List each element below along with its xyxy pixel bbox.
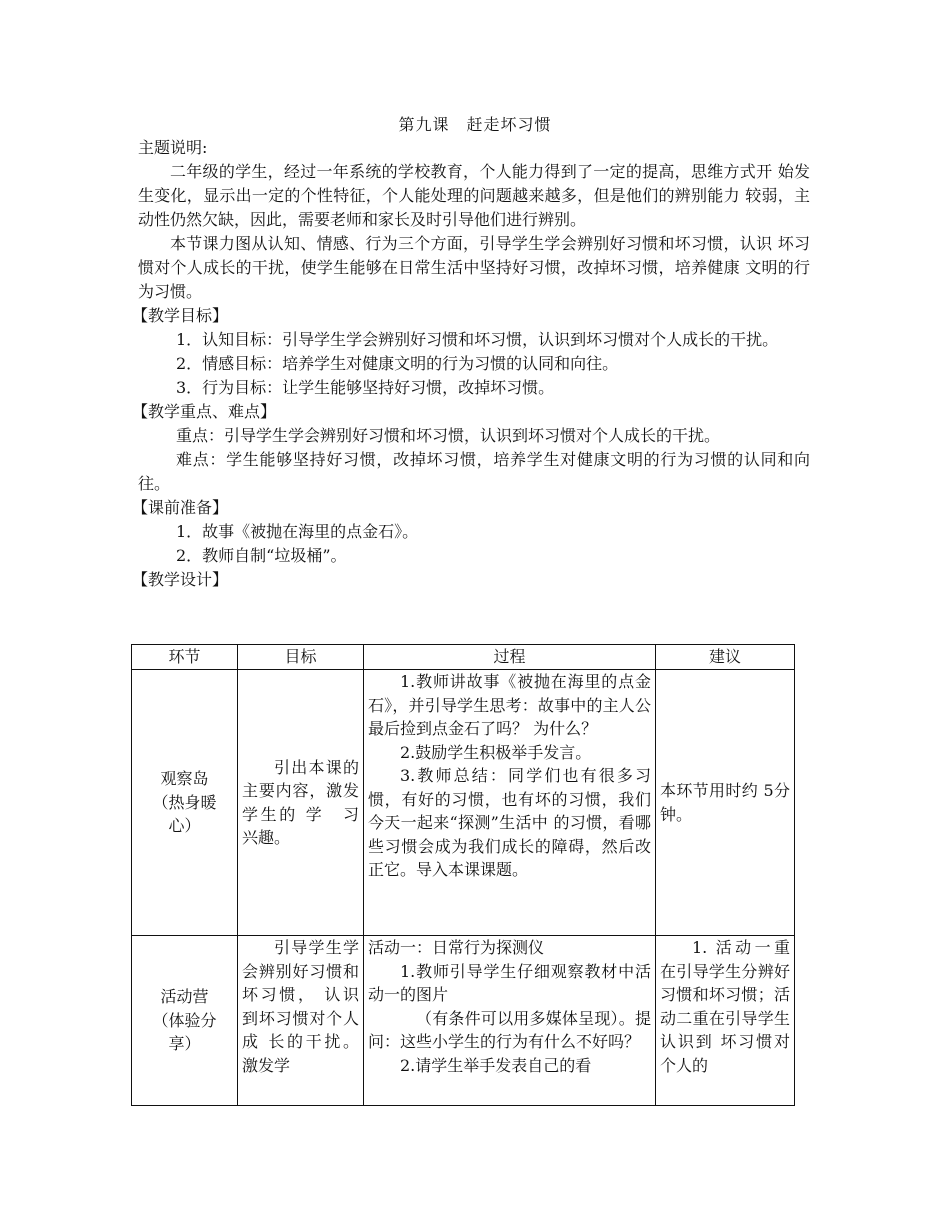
table-row [132, 936, 795, 1106]
goal-cell [238, 670, 364, 936]
goal-item: 3．行为目标：让学生能够坚持好习惯，改掉坏习惯。 [176, 378, 555, 397]
intro-paragraph-1: 二年级的学生，经过一年系统的学校教育，个人能力得到了一定的提高，思维方式开 始发生变化，显示出一定的个性特征，个人能处理的问题越来越多，但是他们的辨别能力 较弱，主动性仍然欠缺，因此，需要老师和家长及时引导他们进行辨别。 [138, 162, 810, 229]
goal-cell [238, 936, 364, 1106]
goal-item: 1．认知目标：引导学生学会辨别好习惯和坏习惯，认识到坏习惯对个人成长的干扰。 [176, 330, 779, 349]
process-cell [364, 936, 656, 1106]
header-stage: 环节 [132, 645, 238, 670]
suggestion-text: 本环节用时约 5分 钟。 [660, 781, 790, 824]
process-step: （有条件可以用多媒体呈现）。提问：这些小学生的行为有什么不好吗？ [368, 1008, 651, 1051]
lesson-title: 第九课 赶走坏习惯 [398, 115, 552, 134]
process-activity-title: 活动一：日常行为探测仪 [368, 938, 545, 957]
prep-item: 1．故事《被抛在海里的点金石》。 [176, 522, 419, 541]
process-step: 1.教师引导学生仔细观察教材中活动一的图片 [368, 961, 651, 1004]
table-row [132, 670, 795, 936]
goal-text: 引导学生学 会辨别好习惯和坏习惯， 认识到坏习惯对个人成 长的干扰。激发学 [242, 938, 359, 1075]
keypoint-focus: 重点：引导学生学会辨别好习惯和坏习惯，认识到坏习惯对个人成长的干扰。 [176, 426, 721, 445]
header-process: 过程 [364, 645, 656, 670]
goals-heading: 【教学目标】 [132, 306, 229, 325]
stage-line: 心） [168, 816, 201, 836]
process-step: 3.教师总结：同学们也有很多习惯，有好的习惯，也有坏的习惯，我们今天一起来“探测”生活中 的习惯，看哪些习惯会成为我们成长的障碍，然后改正它。导入本课课题。 [368, 766, 651, 879]
process-cell [364, 670, 656, 936]
keypoint-difficulty: 难点：学生能够坚持好习惯，改掉坏习惯，培养学生对健康文明的行为习惯的认同和向往。 [138, 450, 810, 493]
stage-line: 享） [168, 1034, 201, 1054]
document-body [132, 136, 810, 592]
header-suggestion: 建议 [656, 645, 795, 670]
process-step: 2.请学生举手发表自己的看 [400, 1055, 592, 1075]
intro-label: 主题说明: [138, 138, 208, 157]
stage-cell [132, 936, 238, 1106]
header-goal: 目标 [238, 645, 364, 670]
process-step: 2.鼓励学生积极举手发言。 [400, 742, 592, 762]
stage-line: 活动营 [160, 987, 209, 1007]
suggestion-cell [656, 936, 795, 1106]
intro-paragraph-2: 本节课力图从认知、情感、行为三个方面，引导学生学会辨别好习惯和坏习惯，认识 坏习惯对个人成长的干扰，使学生能够在日常生活中坚持好习惯，改掉坏习惯，培养健康 文明的行为习惯。 [138, 234, 810, 301]
goal-item: 2．情感目标：培养学生对健康文明的行为习惯的认同和向往。 [176, 354, 619, 373]
stage-cell [132, 670, 238, 936]
design-heading: 【教学设计】 [132, 570, 229, 589]
prep-item: 2．教师自制“垃圾桶”。 [176, 546, 347, 565]
goal-text: 引出本课的 主要内容，激发学生的 学 习兴趣。 [242, 757, 359, 847]
keypoints-heading: 【教学重点、难点】 [132, 402, 277, 421]
process-step: 1.教师讲故事《被抛在海里的点金石》，并引导学生思考：故事中的主人公最后捡到点金石了吗？ 为什么？ [368, 672, 651, 738]
suggestion-cell [656, 670, 795, 936]
stage-line: 观察岛 [160, 769, 209, 789]
stage-line: （热身暖 [152, 792, 217, 812]
stage-line: （体验分 [152, 1010, 217, 1030]
suggestion-text: 1. 活动一重在引导学生分辨好习惯和坏习惯；活动二重在引导学生认识到 坏习惯对个人的 [660, 938, 790, 1075]
teaching-design-table [131, 644, 795, 1106]
prep-heading: 【课前准备】 [132, 498, 229, 517]
table-header-row [132, 645, 795, 670]
